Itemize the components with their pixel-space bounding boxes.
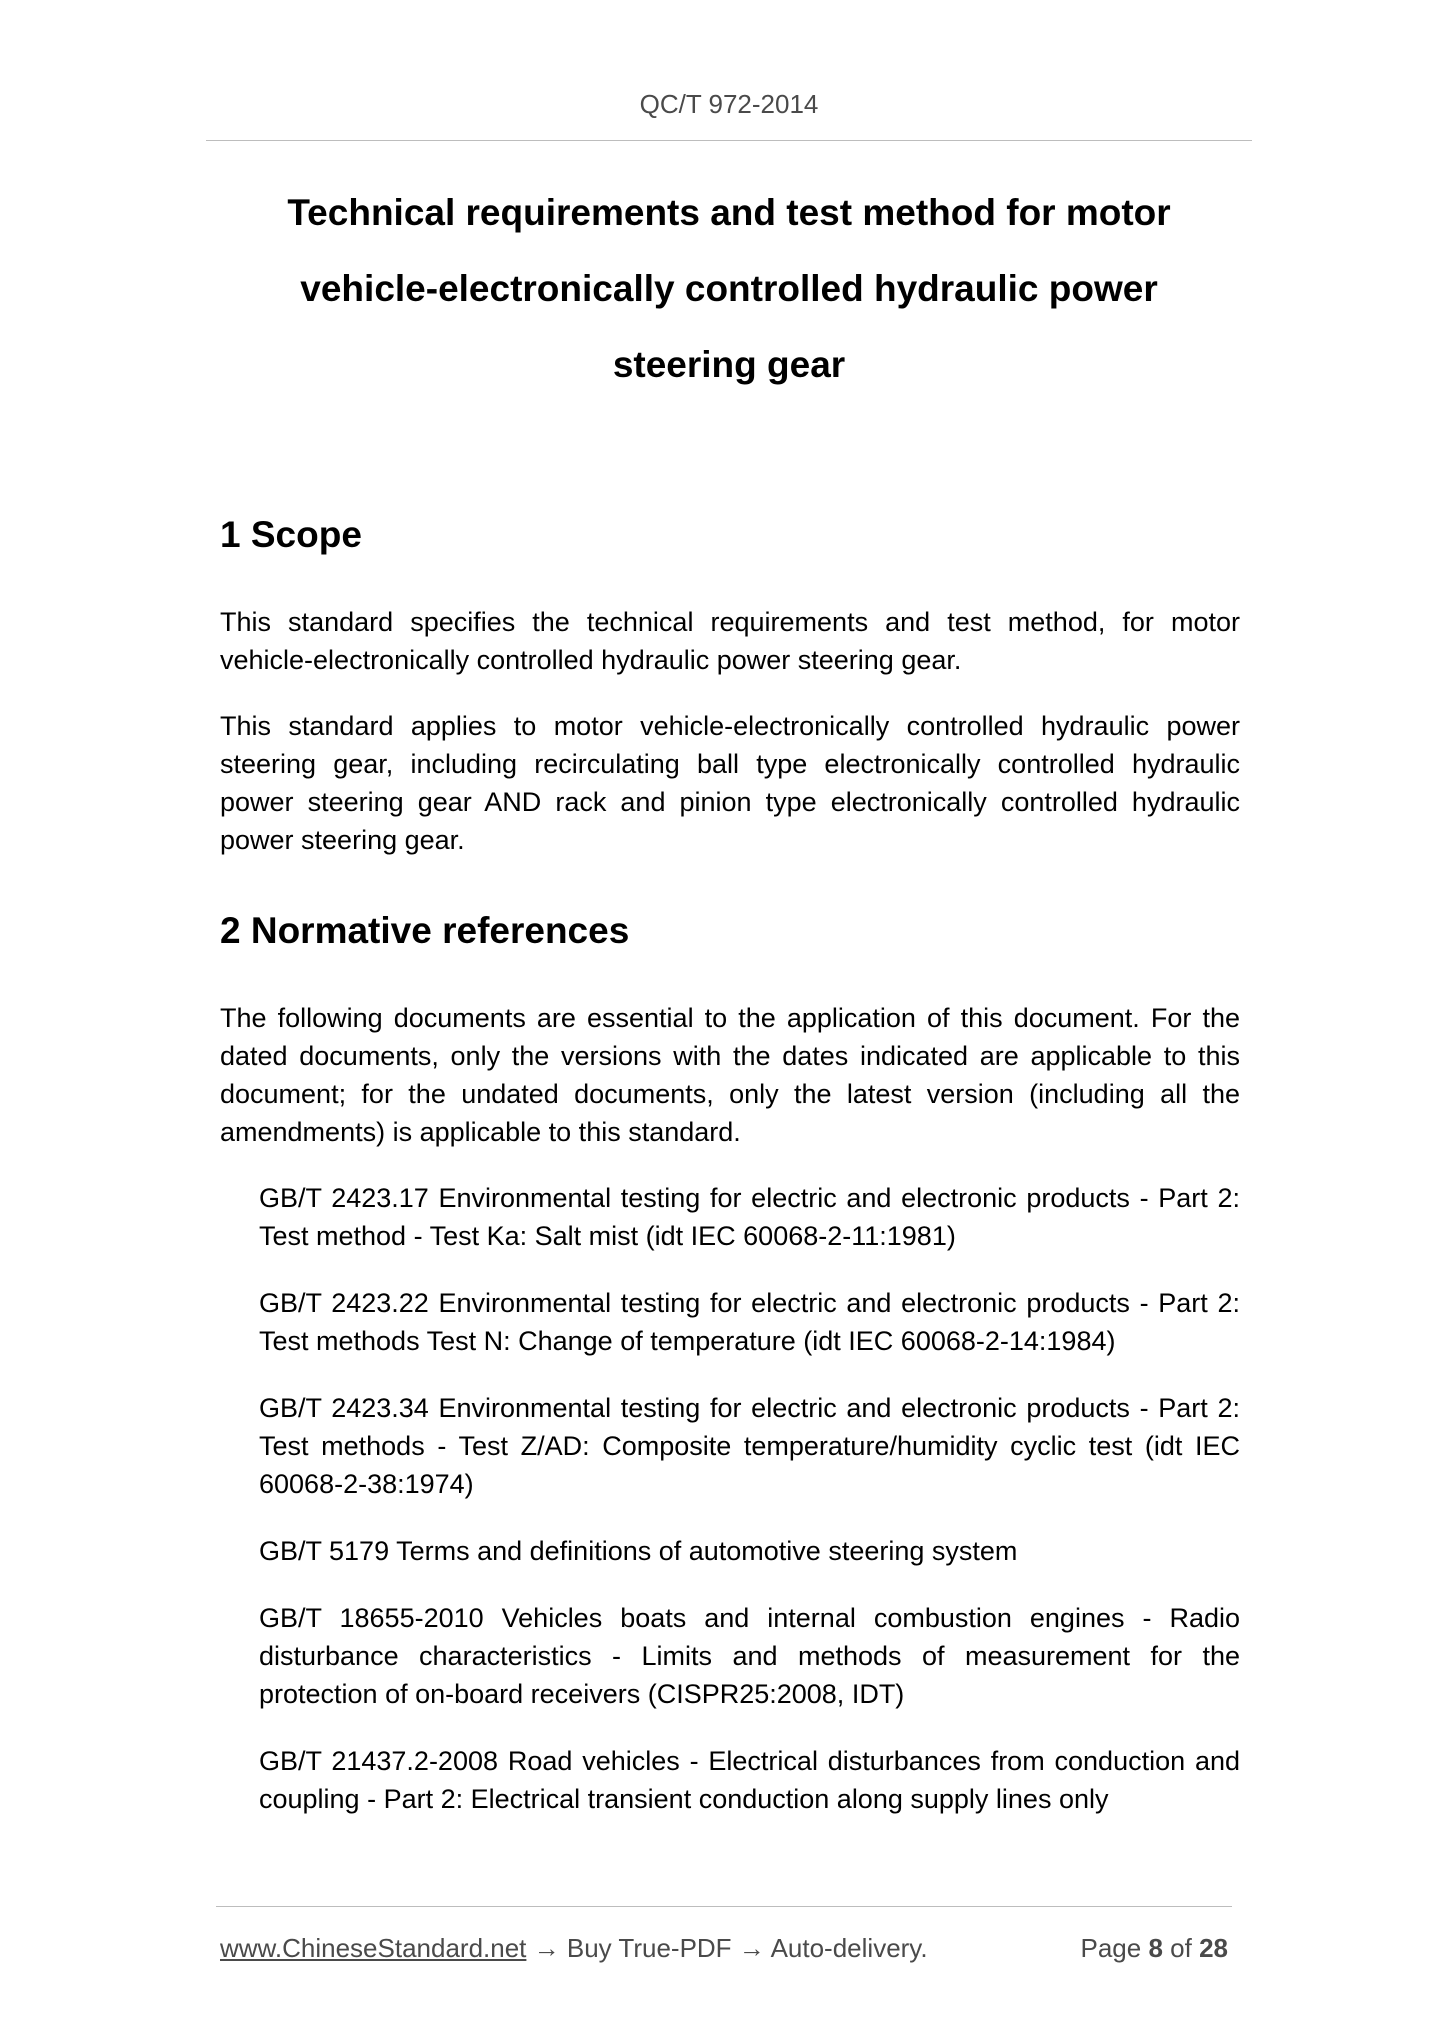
footer-promo [220,1933,928,1964]
reference-item: GB/T 2423.34 Environmental testing for electric and electronic products - Part 2: Test methods - Test Z/AD: Composite temperature/humidity cyclic test (idt IEC 60068-2-38:1974) [259,1393,1240,1499]
total-page-number: 28 [1199,1933,1228,1963]
page-number [1080,1933,1228,1964]
scope-paragraph-2: This standard applies to motor vehicle-electronically controlled hydraulic power steering gear, including recirculating ball type electronically controlled hydraulic power steering gear AND rack and pinion type electronically controlled hydraulic power steering gear. [220,711,1240,855]
reference-item: GB/T 2423.22 Environmental testing for electric and electronic products - Part 2: Test methods Test N: Change of temperature (idt IEC 60068-2-14:1984) [259,1288,1240,1356]
section-heading-normative-references: 2 Normative references [220,910,630,951]
reference-list [220,1179,1240,1818]
section-heading-scope: 1 Scope [220,514,362,555]
of-label: of [1170,1933,1192,1963]
title-line-2: vehicle-electronically controlled hydraulic power [300,268,1158,309]
document-title [206,175,1252,403]
title-line-1: Technical requirements and test method for motor [287,192,1171,233]
reference-item: GB/T 21437.2-2008 Road vehicles - Electrical disturbances from conduction and coupling - Part 2: Electrical transient conduction along supply lines only [259,1746,1240,1814]
reference-item: GB/T 2423.17 Environmental testing for electric and electronic products - Part 2: Test method - Test Ka: Salt mist (idt IEC 60068-2-11:1981) [259,1183,1240,1251]
document-code: QC/T 972-2014 [639,89,819,119]
normative-intro-paragraph: The following documents are essential to the application of this document. For the dated documents, only the versions with the dates indicated are applicable to this document; for the undated documents, only the latest version (including all the amendments) is applicable to this standard. [220,1003,1240,1147]
reference-item: GB/T 18655-2010 Vehicles boats and internal combustion engines - Radio disturbance characteristics - Limits and methods of measurement for the protection of on-board receivers (CISPR25:2008, IDT) [259,1603,1240,1709]
page-header [206,84,1252,141]
document-body [220,505,1240,1847]
website-link[interactable]: www.ChineseStandard.net [220,1933,527,1963]
title-line-3: steering gear [612,344,846,385]
page-label: Page [1080,1933,1142,1963]
reference-item: GB/T 5179 Terms and definitions of automotive steering system [259,1536,1018,1566]
current-page-number: 8 [1148,1933,1163,1963]
footer-tagline: → Buy True-PDF → Auto-delivery. [526,1933,928,1963]
scope-paragraph-1: This standard specifies the technical requirements and test method, for motor vehicle-electronically controlled hydraulic power steering gear. [220,607,1240,675]
page-footer [216,1906,1232,1977]
